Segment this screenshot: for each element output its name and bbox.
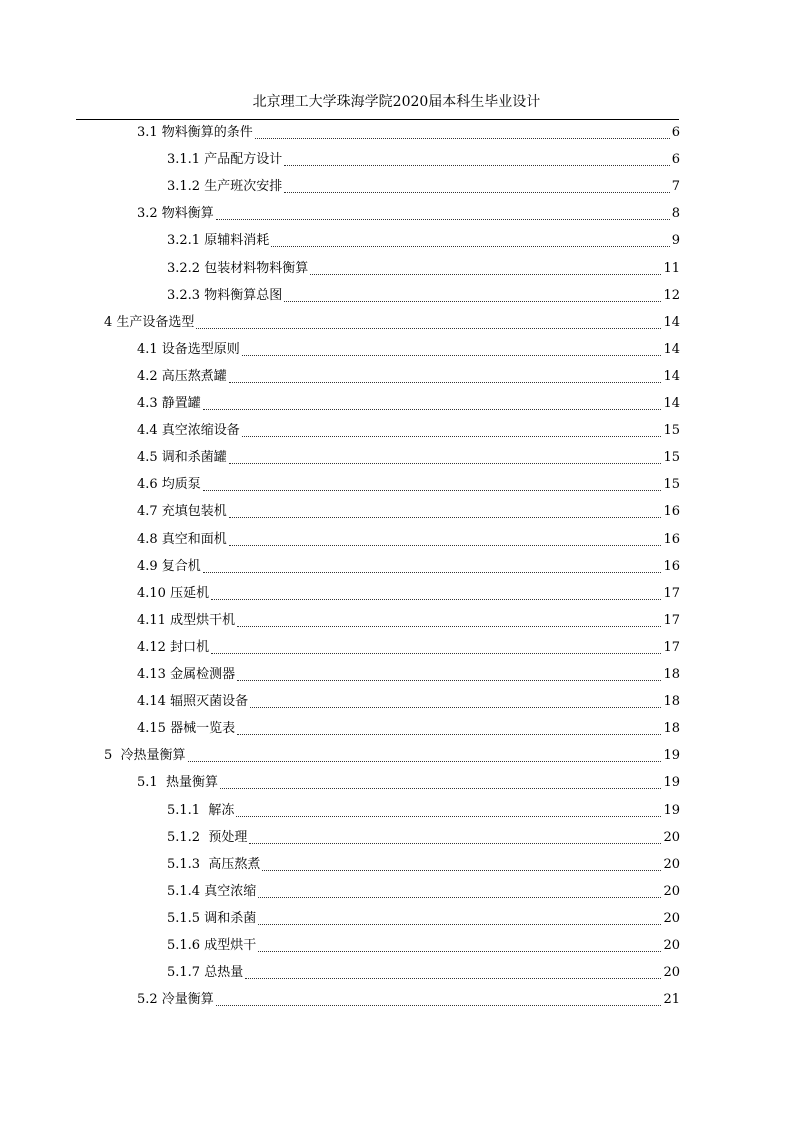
toc-entry-page-number: 15 xyxy=(663,477,680,493)
toc-entry-page-number: 6 xyxy=(671,125,680,140)
toc-entry[interactable] xyxy=(137,582,680,606)
toc-entry-page-number: 18 xyxy=(663,694,680,710)
toc-leader-dots xyxy=(216,219,670,220)
toc-entry-page-number: 8 xyxy=(671,206,680,222)
toc-entry[interactable] xyxy=(104,744,680,768)
toc-entry-label: 4.14 辐照灭菌设备 xyxy=(137,694,249,710)
toc-entry-label: 4.1 设备选型原则 xyxy=(137,341,240,357)
toc-entry[interactable] xyxy=(104,311,680,335)
toc-entry-label: 5.1.2 预处理 xyxy=(167,829,248,845)
toc-entry[interactable] xyxy=(137,338,680,362)
toc-entry-label: 5.2 冷量衡算 xyxy=(137,992,214,1008)
toc-entry[interactable] xyxy=(137,365,680,389)
toc-entry[interactable] xyxy=(137,500,680,524)
toc-entry-label: 4.15 器械一览表 xyxy=(137,721,236,737)
toc-entry-page-number: 17 xyxy=(663,639,680,655)
toc-leader-dots xyxy=(229,382,662,383)
toc-leader-dots xyxy=(229,463,662,464)
toc-entry[interactable] xyxy=(167,853,680,877)
toc-leader-dots xyxy=(216,1005,662,1006)
toc-leader-dots xyxy=(237,734,661,735)
toc-entry-page-number: 19 xyxy=(663,802,680,818)
toc-entry[interactable] xyxy=(167,148,680,172)
toc-entry-page-number: 20 xyxy=(663,910,680,926)
toc-leader-dots xyxy=(284,165,670,166)
toc-leader-dots xyxy=(211,599,661,600)
toc-leader-dots xyxy=(245,978,661,979)
toc-entry-page-number: 19 xyxy=(663,775,680,791)
toc-entry-label: 4.5 调和杀菌罐 xyxy=(137,450,227,466)
toc-entry-label: 5.1.1 解冻 xyxy=(167,802,235,818)
toc-entry[interactable] xyxy=(137,717,680,741)
toc-leader-dots xyxy=(237,680,661,681)
toc-entry[interactable] xyxy=(137,419,680,443)
page-header xyxy=(0,92,793,112)
toc-leader-dots xyxy=(258,924,661,925)
toc-entry-label: 3.2 物料衡算 xyxy=(137,206,214,222)
toc-leader-dots xyxy=(310,274,661,275)
toc-entry-page-number: 21 xyxy=(663,992,680,1008)
toc-entry[interactable] xyxy=(137,636,680,660)
toc-leader-dots xyxy=(284,192,670,193)
toc-entry-page-number: 6 xyxy=(671,152,680,168)
toc-entry[interactable] xyxy=(167,907,680,931)
toc-entry-label: 3.2.2 包装材料物料衡算 xyxy=(167,260,309,276)
toc-entry-page-number: 20 xyxy=(663,829,680,845)
toc-entry-label: 5 冷热量衡算 xyxy=(104,748,186,764)
toc-entry-page-number: 11 xyxy=(663,260,680,276)
toc-entry-page-number: 17 xyxy=(663,612,680,628)
toc-entry-label: 3.1 物料衡算的条件 xyxy=(137,125,253,140)
toc-entry[interactable] xyxy=(137,771,680,795)
toc-entry-label: 4.9 复合机 xyxy=(137,558,201,574)
toc-entry-page-number: 14 xyxy=(663,314,680,330)
toc-entry-label: 4.12 封口机 xyxy=(137,639,210,655)
toc-entry-label: 5.1 热量衡算 xyxy=(137,775,218,791)
toc-leader-dots xyxy=(249,843,661,844)
toc-entry-label: 4.11 成型烘干机 xyxy=(137,612,236,628)
toc-leader-dots xyxy=(237,626,661,627)
toc-entry[interactable] xyxy=(137,555,680,579)
toc-leader-dots xyxy=(229,517,662,518)
toc-entry-page-number: 19 xyxy=(663,748,680,764)
toc-entry-page-number: 15 xyxy=(663,450,680,466)
toc-entry-page-number: 17 xyxy=(663,585,680,601)
toc-leader-dots xyxy=(236,816,661,817)
toc-entry-label: 4.4 真空浓缩设备 xyxy=(137,423,240,439)
toc-leader-dots xyxy=(196,328,661,329)
toc-entry[interactable] xyxy=(167,175,680,199)
toc-entry[interactable] xyxy=(167,934,680,958)
toc-entry-label: 3.2.1 原辅料消耗 xyxy=(167,233,270,249)
toc-leader-dots xyxy=(203,409,662,410)
toc-entry[interactable] xyxy=(167,826,680,850)
toc-entry[interactable] xyxy=(137,609,680,633)
toc-entry-page-number: 7 xyxy=(671,179,680,195)
toc-entry-page-number: 20 xyxy=(663,965,680,981)
toc-entry-page-number: 18 xyxy=(663,721,680,737)
toc-entry-label: 3.2.3 物料衡算总图 xyxy=(167,287,283,303)
toc-entry[interactable] xyxy=(167,257,680,281)
toc-entry-page-number: 15 xyxy=(663,423,680,439)
toc-entry[interactable] xyxy=(137,473,680,497)
toc-entry-label: 3.1.1 产品配方设计 xyxy=(167,152,283,168)
toc-leader-dots xyxy=(229,545,662,546)
toc-leader-dots xyxy=(271,246,670,247)
toc-entry-page-number: 14 xyxy=(663,396,680,411)
toc-entry-page-number: 18 xyxy=(663,667,680,682)
toc-entry-page-number: 20 xyxy=(663,883,680,899)
toc-entry[interactable] xyxy=(167,284,680,308)
toc-leader-dots xyxy=(211,653,661,654)
toc-leader-dots xyxy=(188,761,662,762)
toc-leader-dots xyxy=(203,572,662,573)
header-title: 北京理工大学珠海学院2020届本科生毕业设计 xyxy=(252,94,541,110)
toc-entry[interactable] xyxy=(167,880,680,904)
toc-entry[interactable] xyxy=(137,528,680,552)
toc-leader-dots xyxy=(255,138,670,139)
header-divider xyxy=(76,119,679,120)
toc-entry[interactable] xyxy=(137,690,680,714)
toc-entry-page-number: 14 xyxy=(663,341,680,357)
toc-leader-dots xyxy=(242,436,662,437)
toc-leader-dots xyxy=(258,897,661,898)
toc-entry-label: 4.7 充填包装机 xyxy=(137,504,227,520)
toc-entry-label: 5.1.5 调和杀菌 xyxy=(167,910,257,926)
toc-entry-label: 4.10 压延机 xyxy=(137,585,210,601)
toc-entry-label: 5.1.3 高压熬煮 xyxy=(167,856,261,872)
toc-entry-label: 3.1.2 生产班次安排 xyxy=(167,179,283,195)
toc-leader-dots xyxy=(203,490,662,491)
toc-leader-dots xyxy=(262,870,661,871)
toc-entry-page-number: 12 xyxy=(663,287,680,303)
toc-entry[interactable] xyxy=(137,121,680,145)
toc-entry[interactable] xyxy=(137,663,680,687)
toc-entry-label: 4.6 均质泵 xyxy=(137,477,201,493)
toc-entry-label: 4.2 高压熬煮罐 xyxy=(137,368,227,384)
toc-entry-label: 5.1.4 真空浓缩 xyxy=(167,883,257,899)
toc-leader-dots xyxy=(220,788,662,789)
toc-entry-page-number: 16 xyxy=(663,558,680,574)
toc-entry[interactable] xyxy=(137,988,680,1012)
toc-entry-label: 4.3 静置罐 xyxy=(137,396,201,411)
toc-entry-label: 4 生产设备选型 xyxy=(104,314,195,330)
toc-leader-dots xyxy=(250,707,661,708)
toc-entry-label: 5.1.6 成型烘干 xyxy=(167,938,257,953)
toc-entry[interactable] xyxy=(137,202,680,226)
toc-entry-page-number: 20 xyxy=(663,856,680,872)
toc-entry-page-number: 20 xyxy=(663,938,680,953)
toc-entry-label: 4.8 真空和面机 xyxy=(137,531,227,547)
toc-entry-label: 5.1.7 总热量 xyxy=(167,965,244,981)
toc-entry[interactable] xyxy=(167,961,680,985)
toc-entry-page-number: 16 xyxy=(663,504,680,520)
toc-entry-page-number: 16 xyxy=(663,531,680,547)
toc-leader-dots xyxy=(242,355,662,356)
toc-entry[interactable] xyxy=(137,392,680,416)
toc-entry-page-number: 9 xyxy=(671,233,680,249)
toc-entry[interactable] xyxy=(137,446,680,470)
toc-entry-label: 4.13 金属检测器 xyxy=(137,667,236,682)
toc-entry[interactable] xyxy=(167,229,680,253)
toc-entry[interactable] xyxy=(167,799,680,823)
toc-leader-dots xyxy=(284,301,661,302)
toc-leader-dots xyxy=(258,951,661,952)
toc-entry-page-number: 14 xyxy=(663,368,680,384)
